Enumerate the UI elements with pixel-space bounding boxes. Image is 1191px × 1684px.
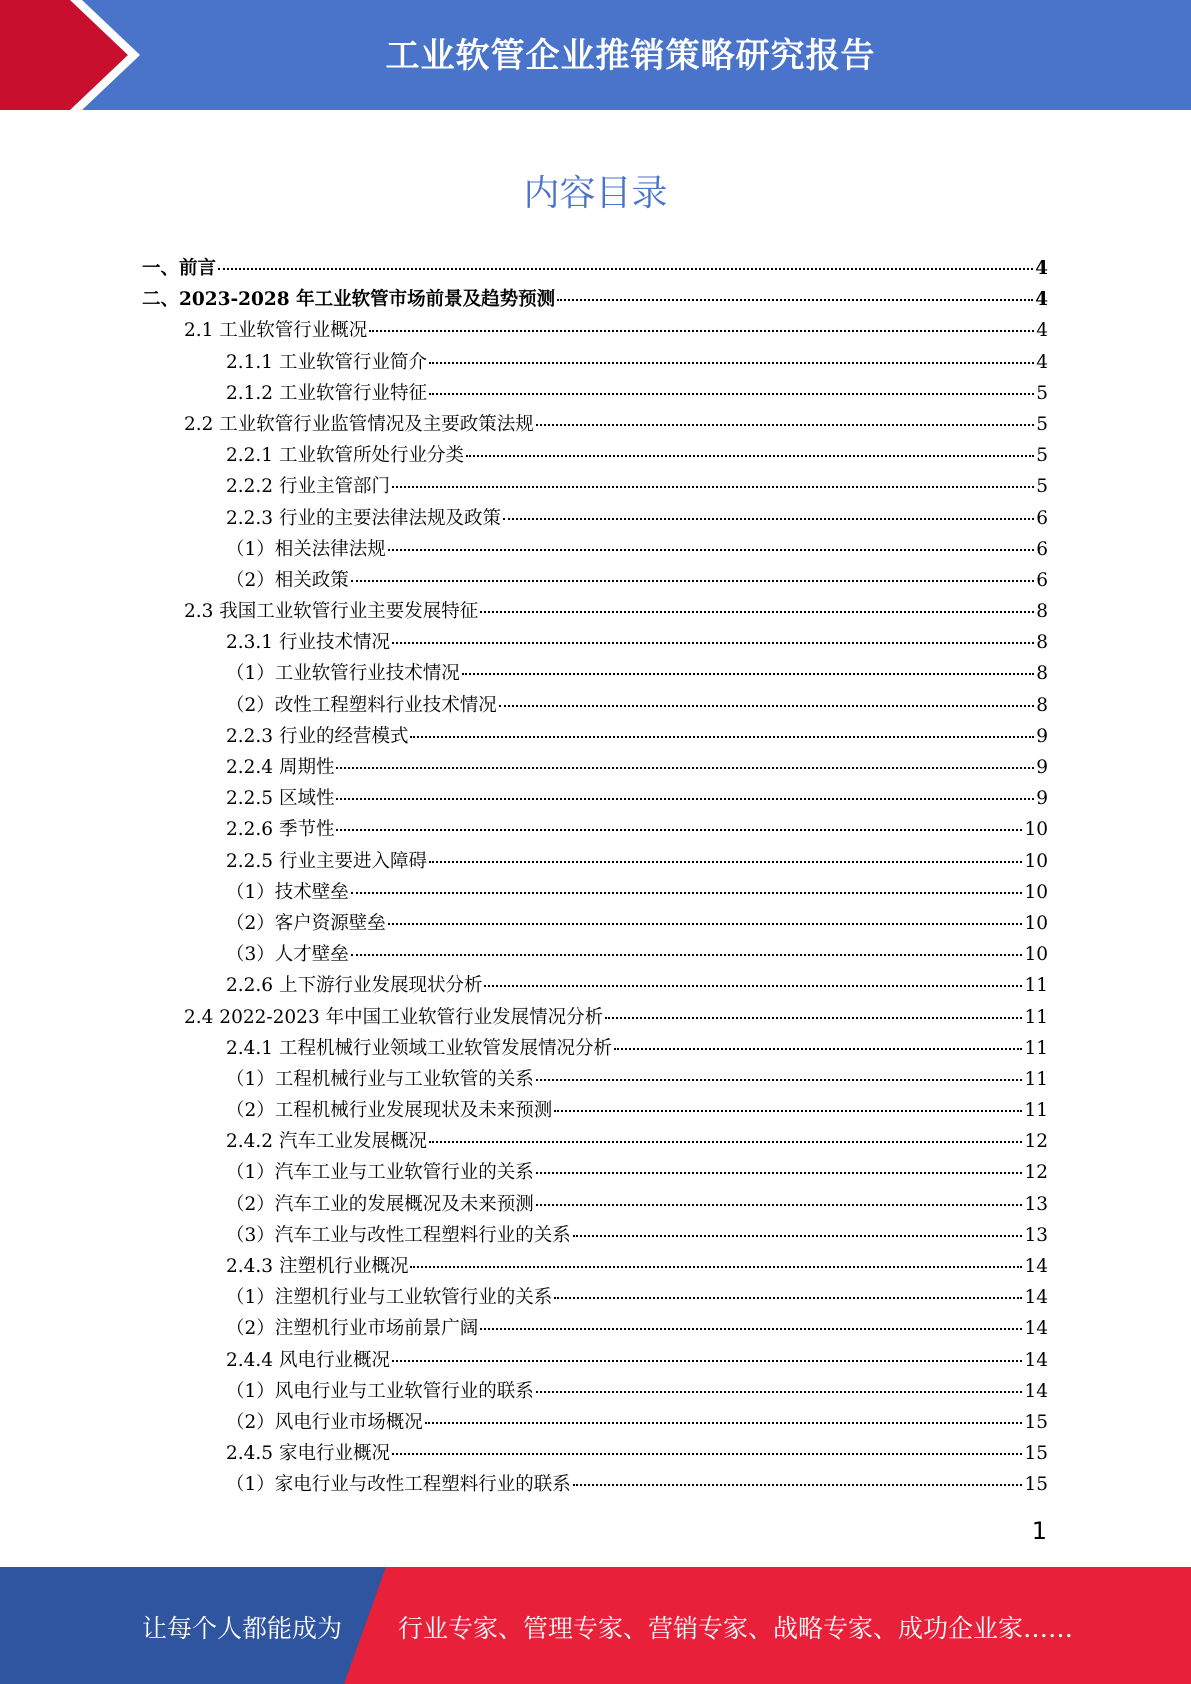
toc-heading: 内容目录	[523, 173, 668, 214]
toc-entry-title: （1）技术壁垒	[226, 881, 349, 903]
toc-entry-page: 14	[1024, 1349, 1048, 1371]
toc-leader-dots	[429, 861, 1022, 863]
toc-entry-title: （1）相关法律法规	[226, 538, 386, 560]
toc-leader-dots	[425, 1422, 1023, 1424]
toc-entry-page: 10	[1024, 881, 1048, 903]
toc-entry-title: （1）汽车工业与工业软管行业的关系	[226, 1162, 534, 1184]
toc-entry-title: （3）汽车工业与改性工程塑料行业的关系	[226, 1224, 571, 1246]
toc-leader-dots	[429, 362, 1034, 364]
toc-entry-title: 2.4.3 注塑机行业概况	[226, 1256, 409, 1277]
toc-entry[interactable]	[142, 877, 1048, 908]
toc-leader-dots	[410, 1266, 1022, 1268]
toc-entry-page: 9	[1036, 788, 1048, 810]
toc-entry-title: （1）工程机械行业与工业软管的关系	[226, 1068, 534, 1090]
toc-entry-title: （2）相关政策	[226, 569, 349, 591]
toc-entry-page: 13	[1024, 1193, 1048, 1215]
toc-entry-title: （1）注塑机行业与工业软管行业的关系	[226, 1287, 553, 1309]
toc-entry[interactable]	[142, 1126, 1048, 1157]
toc-entry-page: 14	[1024, 1380, 1048, 1402]
toc-entry-page: 4	[1035, 258, 1048, 279]
toc-entry[interactable]	[142, 1313, 1048, 1344]
toc-leader-dots	[351, 892, 1023, 894]
toc-entry-page: 8	[1036, 694, 1048, 716]
toc-entry[interactable]	[142, 1002, 1048, 1033]
toc-leader-dots	[392, 1453, 1022, 1455]
toc-entry-title: （2）汽车工业的发展概况及未来预测	[226, 1193, 534, 1215]
toc-entry[interactable]	[142, 253, 1048, 284]
toc-leader-dots	[536, 1172, 1023, 1174]
toc-entry-title: （2）风电行业市场概况	[226, 1411, 423, 1433]
toc-leader-dots	[605, 1017, 1022, 1019]
toc-entry-page: 6	[1036, 569, 1048, 591]
toc-entry-title: 2.1 工业软管行业概况	[184, 320, 368, 342]
toc-leader-dots	[369, 330, 1034, 332]
toc-entry-title: 2.3 我国工业软管行业主要发展特征	[184, 601, 479, 623]
toc-entry-title: （1）风电行业与工业软管行业的联系	[226, 1380, 534, 1402]
toc-entry[interactable]	[142, 1376, 1048, 1407]
toc-leader-dots	[392, 486, 1034, 488]
toc-leader-dots	[218, 268, 1033, 270]
toc-entry-page: 11	[1024, 975, 1048, 997]
toc-entry-title: 2.2.6 上下游行业发展现状分析	[226, 975, 483, 997]
toc-entry[interactable]	[142, 565, 1048, 596]
toc-entry-title: 2.2.3 行业的主要法律法规及政策	[226, 507, 501, 529]
toc-entry-title: 2.1.2 工业软管行业特征	[226, 382, 427, 404]
toc-entry-title: 2.4.1 工程机械行业领域工业软管发展情况分析	[226, 1037, 612, 1059]
toc-leader-dots	[462, 673, 1034, 675]
toc-leader-dots	[573, 1484, 1023, 1486]
toc-entry[interactable]	[142, 1438, 1048, 1469]
report-title: 工业软管企业推销策略研究报告	[385, 36, 876, 76]
toc-entry-page: 4	[1035, 289, 1048, 311]
toc-leader-dots	[484, 985, 1022, 987]
toc-entry-title: 2.2.2 行业主管部门	[226, 476, 390, 498]
toc-entry-page: 9	[1036, 757, 1048, 778]
toc-entry[interactable]	[142, 814, 1048, 845]
toc-entry-page: 5	[1036, 445, 1048, 467]
toc-entry-title: 2.4.5 家电行业概况	[226, 1443, 390, 1465]
toc-leader-dots	[429, 393, 1034, 395]
page-header	[0, 0, 1191, 110]
toc-entry[interactable]	[142, 409, 1048, 440]
toc-entry[interactable]	[142, 1064, 1048, 1095]
toc-entry-page: 5	[1036, 382, 1048, 404]
toc-entry-page: 10	[1024, 944, 1048, 966]
toc-leader-dots	[410, 736, 1034, 738]
toc-leader-dots	[466, 455, 1034, 457]
toc-entry-title: 2.4 2022-2023 年中国工业软管行业发展情况分析	[184, 1006, 604, 1028]
toc-entry[interactable]	[142, 315, 1048, 346]
toc-entry-title: 2.2.4 周期性	[226, 757, 335, 778]
toc-entry-page: 15	[1024, 1411, 1048, 1433]
toc-leader-dots	[536, 1204, 1023, 1206]
toc-leader-dots	[336, 767, 1034, 769]
toc-entry-page: 11	[1024, 1100, 1048, 1122]
toc-entry[interactable]	[142, 1157, 1048, 1188]
toc-entry[interactable]	[142, 471, 1048, 502]
toc-entry[interactable]	[142, 1095, 1048, 1126]
toc-leader-dots	[351, 954, 1023, 956]
toc-leader-dots	[557, 299, 1033, 301]
toc-entry-title: （1）工业软管行业技术情况	[226, 663, 460, 685]
toc-entry-page: 10	[1024, 912, 1048, 934]
toc-entry-title: 2.1.1 工业软管行业简介	[226, 351, 427, 373]
toc-entry[interactable]	[142, 1220, 1048, 1251]
toc-entry[interactable]	[142, 347, 1048, 378]
toc-entry[interactable]	[142, 627, 1048, 658]
toc-leader-dots	[503, 518, 1034, 520]
toc-entry-title: 一、前言	[142, 258, 217, 279]
toc-leader-dots	[554, 1110, 1022, 1112]
footer-slogan-right: 行业专家、管理专家、营销专家、战略专家、成功企业家……	[398, 1614, 1074, 1643]
toc-entry-page: 13	[1024, 1224, 1048, 1246]
table-of-contents	[142, 253, 1048, 1501]
toc-leader-dots	[573, 1235, 1023, 1237]
toc-entry[interactable]	[142, 783, 1048, 814]
toc-entry-title: 二、2023-2028 年工业软管市场前景及趋势预测	[142, 289, 556, 311]
toc-entry-page: 8	[1036, 663, 1048, 685]
toc-entry[interactable]	[142, 503, 1048, 534]
toc-entry-page: 15	[1024, 1474, 1048, 1496]
toc-leader-dots	[536, 1079, 1023, 1081]
toc-entry[interactable]	[142, 440, 1048, 471]
toc-entry[interactable]	[142, 534, 1048, 565]
toc-entry-page: 4	[1036, 351, 1048, 373]
toc-entry[interactable]	[142, 378, 1048, 409]
toc-entry-title: （2）改性工程塑料行业技术情况	[226, 694, 497, 716]
toc-leader-dots	[429, 1141, 1022, 1143]
toc-entry[interactable]	[142, 658, 1048, 689]
toc-entry-page: 10	[1024, 850, 1048, 872]
toc-entry-page: 14	[1024, 1256, 1048, 1277]
toc-entry-page: 4	[1036, 320, 1048, 342]
toc-leader-dots	[351, 580, 1034, 582]
toc-entry-title: 2.2 工业软管行业监管情况及主要政策法规	[184, 413, 534, 435]
toc-entry[interactable]	[142, 1345, 1048, 1376]
toc-entry-page: 8	[1036, 632, 1048, 654]
toc-entry-page: 14	[1024, 1318, 1048, 1340]
page-number: 1	[1031, 1517, 1047, 1545]
toc-leader-dots	[388, 923, 1023, 925]
toc-entry-page: 14	[1024, 1287, 1048, 1309]
toc-entry-title: （1）家电行业与改性工程塑料行业的联系	[226, 1474, 571, 1496]
toc-leader-dots	[392, 1360, 1022, 1362]
toc-entry[interactable]	[142, 1469, 1048, 1500]
toc-entry[interactable]	[142, 1407, 1048, 1438]
toc-leader-dots	[554, 1297, 1022, 1299]
toc-entry-title: 2.2.5 区域性	[226, 788, 335, 810]
toc-entry[interactable]	[142, 908, 1048, 939]
toc-entry-page: 11	[1024, 1068, 1048, 1090]
toc-leader-dots	[480, 611, 1034, 613]
toc-entry-title: （3）人才壁垒	[226, 944, 349, 966]
footer-slogan-left: 让每个人都能成为	[142, 1614, 343, 1643]
toc-leader-dots	[336, 829, 1022, 831]
toc-entry[interactable]	[142, 846, 1048, 877]
toc-entry[interactable]	[142, 596, 1048, 627]
toc-entry[interactable]	[142, 1033, 1048, 1064]
toc-entry-page: 5	[1036, 413, 1048, 435]
toc-entry-title: 2.2.3 行业的经营模式	[226, 725, 409, 747]
toc-entry[interactable]	[142, 1251, 1048, 1282]
toc-entry-title: 2.2.5 行业主要进入障碍	[226, 850, 427, 872]
toc-leader-dots	[536, 1391, 1023, 1393]
toc-entry-title: 2.2.1 工业软管所处行业分类	[226, 445, 464, 467]
toc-entry[interactable]	[142, 970, 1048, 1001]
toc-entry-page: 15	[1024, 1443, 1048, 1465]
toc-entry[interactable]	[142, 1189, 1048, 1220]
toc-entry-page: 12	[1024, 1131, 1048, 1153]
toc-entry-page: 6	[1036, 507, 1048, 529]
toc-entry-title: （2）注塑机行业市场前景广阔	[226, 1318, 479, 1340]
toc-entry-page: 11	[1024, 1037, 1048, 1059]
toc-entry[interactable]	[142, 690, 1048, 721]
toc-entry-title: 2.3.1 行业技术情况	[226, 632, 390, 654]
toc-leader-dots	[480, 1328, 1022, 1330]
toc-leader-dots	[336, 798, 1034, 800]
toc-leader-dots	[614, 1048, 1022, 1050]
toc-entry-title: 2.4.2 汽车工业发展概况	[226, 1131, 427, 1153]
toc-leader-dots	[392, 642, 1034, 644]
toc-entry[interactable]	[142, 939, 1048, 970]
toc-entry-page: 11	[1024, 1006, 1048, 1028]
page-footer	[0, 1567, 1191, 1684]
toc-leader-dots	[499, 705, 1034, 707]
toc-entry[interactable]	[142, 721, 1048, 752]
toc-entry-title: （2）工程机械行业发展现状及未来预测	[226, 1100, 553, 1122]
toc-entry-page: 10	[1024, 819, 1048, 841]
toc-entry[interactable]	[142, 1282, 1048, 1313]
toc-entry-title: 2.4.4 风电行业概况	[226, 1349, 390, 1371]
toc-entry[interactable]	[142, 284, 1048, 315]
toc-leader-dots	[388, 549, 1034, 551]
toc-entry-page: 6	[1036, 538, 1048, 560]
toc-entry-page: 9	[1036, 725, 1048, 747]
toc-entry[interactable]	[142, 752, 1048, 783]
toc-entry-title: （2）客户资源壁垒	[226, 912, 386, 934]
toc-entry-page: 5	[1036, 476, 1048, 498]
toc-entry-page: 12	[1024, 1162, 1048, 1184]
toc-entry-title: 2.2.6 季节性	[226, 819, 335, 841]
toc-leader-dots	[536, 424, 1034, 426]
toc-entry-page: 8	[1036, 601, 1048, 623]
